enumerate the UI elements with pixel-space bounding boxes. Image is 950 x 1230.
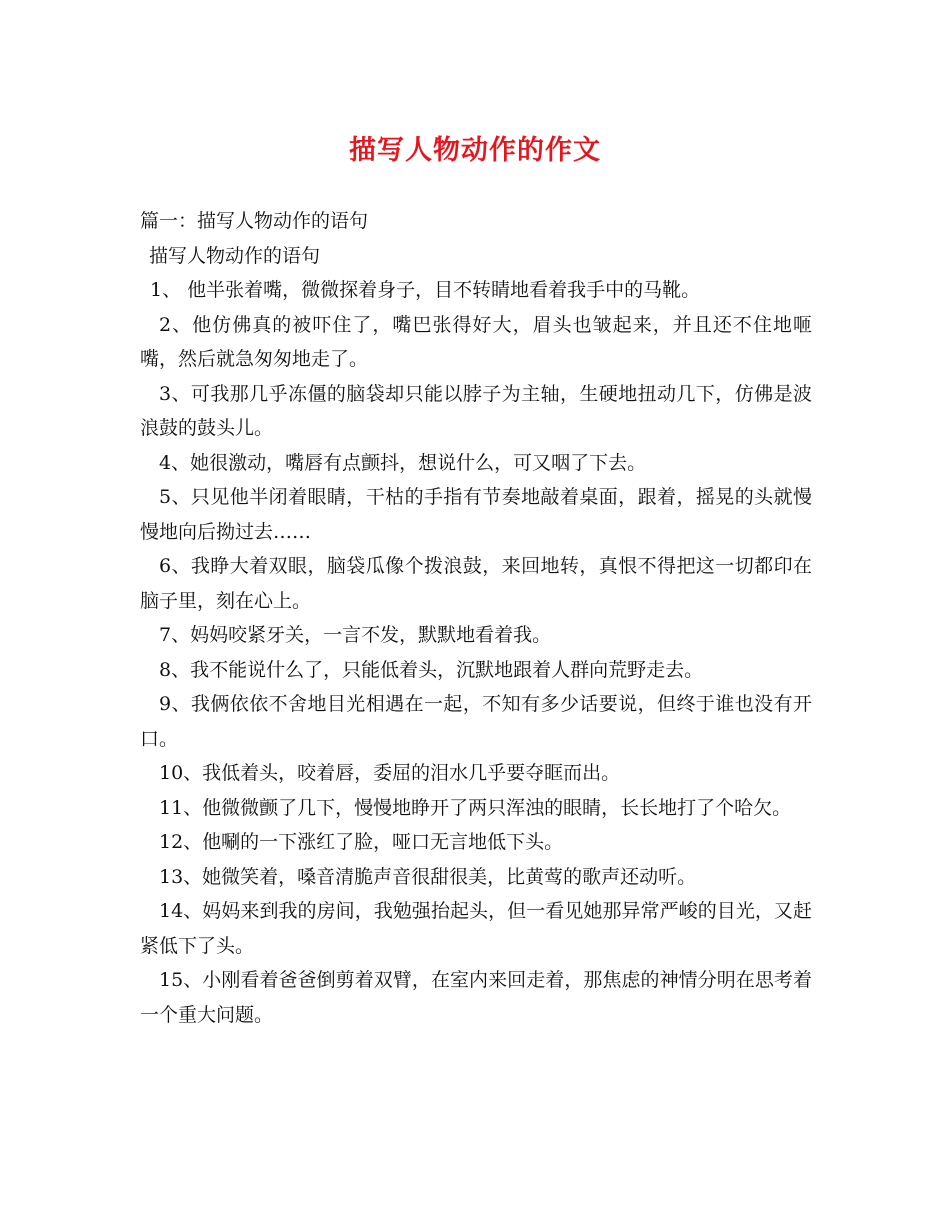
list-item: 14、妈妈来到我的房间，我勉强抬起头，但一看见她那异常严峻的目光，又赶紧低下了头。	[140, 900, 812, 957]
list-item: 10、我低着头，咬着唇，委屈的泪水几乎要夺眶而出。	[159, 762, 621, 784]
sub-heading: 描写人物动作的语句	[149, 244, 321, 267]
list-item: 3、可我那几乎冻僵的脑袋却只能以脖子为主轴，生硬地扭动几下，仿佛是波浪鼓的鼓头儿。	[140, 382, 812, 439]
list-item: 7、妈妈咬紧牙关，一言不发，默默地看着我。	[159, 624, 552, 646]
list-item: 5、只见他半闭着眼睛，干枯的手指有节奏地敲着桌面，跟着，摇晃的头就慢慢地向后拗过去……	[140, 486, 812, 543]
list-item: 12、他唰的一下涨红了脸，哑口无言地低下头。	[159, 831, 564, 853]
list-item: 2、他仿佛真的被吓住了，嘴巴张得好大，眉头也皱起来，并且还不住地咂嘴，然后就急匆匆地走了。	[140, 313, 812, 370]
list-item: 9、我俩依依不舍地目光相遇在一起，不知有多少话要说，但终于谁也没有开口。	[140, 693, 812, 750]
document-title: 描写人物动作的作文	[349, 135, 601, 166]
document-body	[140, 204, 812, 1032]
list-item: 13、她微笑着，嗓音清脆声音很甜很美，比黄莺的歌声还动听。	[159, 865, 697, 888]
section-heading: 篇一：描写人物动作的语句	[140, 210, 369, 232]
list-item: 4、她很激动，嘴唇有点颤抖，想说什么，可又咽了下去。	[159, 451, 647, 474]
list-item: 6、我睁大着双眼，脑袋瓜像个拨浪鼓，来回地转，真恨不得把这一切都印在脑子里，刻在心上。	[140, 555, 812, 612]
list-item: 11、他微微颤了几下，慢慢地睁开了两只浑浊的眼睛，长长地打了个哈欠。	[159, 796, 792, 819]
list-item: 8、我不能说什么了，只能低着头，沉默地跟着人群向荒野走去。	[159, 658, 704, 681]
list-item: 15、小刚看着爸爸倒剪着双臂，在室内来回走着，那焦虑的神情分明在思考着一个重大问题。	[140, 969, 812, 1026]
list-item: 1、 他半张着嘴，微微探着身子，目不转睛地看着我手中的马靴。	[150, 279, 701, 301]
